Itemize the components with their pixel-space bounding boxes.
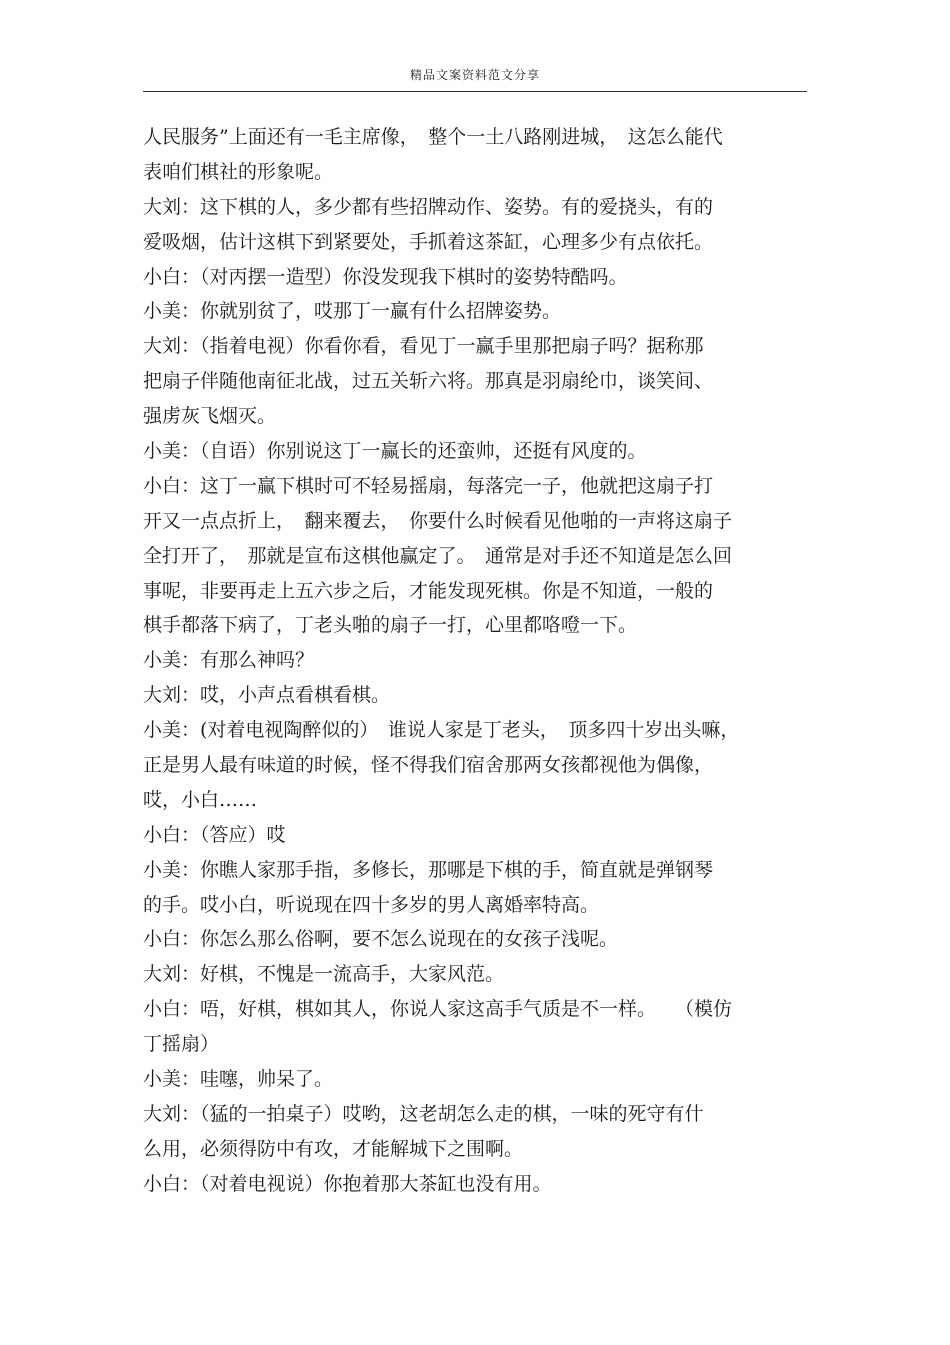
text-line: 小美：(对着电视陶醉似的） 谁说人家是丁老头， 顶多四十岁出头嘛，: [143, 719, 740, 742]
text-line: 事呢，非要再走上五六步之后，才能发现死棋。你是不知道，一般的: [143, 579, 714, 602]
text-line: 全打开了， 那就是宣布这棋他赢定了。 通常是对手还不知道是怎么回: [143, 544, 733, 567]
text-line: 小美：（自语）你别说这丁一赢长的还蛮帅，还挺有风度的。: [143, 440, 647, 463]
text-line: 棋手都落下病了，丁老头啪的扇子一打，心里都咯噔一下。: [143, 614, 638, 637]
text-line: 小美：有那么神吗？: [143, 649, 315, 672]
text-line: 正是男人最有味道的时候，怪不得我们宿舍那两女孩都视他为偶像，: [143, 754, 714, 777]
text-line: 丁摇扇）: [143, 1033, 220, 1056]
text-line: 人民服务”上面还有一毛主席像， 整个一土八路刚进城， 这怎么能代: [143, 126, 723, 148]
text-line: 小白：唔，好棋，棋如其人，你说人家这高手气质是不一样。 （模仿: [143, 998, 733, 1021]
text-line: 小白：（答应）哎: [143, 823, 286, 846]
text-line: 小美：你瞧人家那手指，多修长，那哪是下棋的手，简直就是弹钢琴: [143, 858, 714, 881]
text-line: 小白：这丁一赢下棋时可不轻易摇扇，每落完一子，他就把这扇子打: [143, 474, 714, 497]
text-line: 的手。哎小白，听说现在四十多岁的男人离婚率特高。: [143, 893, 600, 916]
page-header: 精品文案资料范文分享: [409, 68, 540, 82]
text-line: 么用，必须得防中有攻，才能解城下之围啊。: [143, 1137, 524, 1160]
text-line: 表咱们棋社的形象呢。: [143, 160, 334, 183]
text-line: 哎，小白……: [143, 788, 258, 811]
text-line: 小美：你就别贫了，哎那丁一赢有什么招牌姿势。: [143, 300, 562, 323]
body-text: [143, 120, 807, 1202]
text-line: 小美：哇噻，帅呆了。: [143, 1068, 334, 1091]
text-line: 大刘：（猛的一拍桌子）哎哟，这老胡怎么走的棋，一味的死守有什: [143, 1102, 704, 1125]
text-line: 大刘：好棋，不愧是一流高手，大家风范。: [143, 963, 505, 986]
header-rule: [143, 91, 807, 92]
text-line: 开又一点点折上， 翻来覆去， 你要什么时候看见他啪的一声将这扇子: [143, 509, 733, 532]
text-line: 大刘：这下棋的人，多少都有些招牌动作、姿势。有的爱挠头，有的: [143, 195, 714, 218]
text-line: 大刘：哎，小声点看棋看棋。: [143, 684, 391, 707]
text-line: 小白：你怎么那么俗啊，要不怎么说现在的女孩子浅呢。: [143, 928, 619, 951]
text-line: 强虏灰飞烟灭。: [143, 405, 277, 428]
text-line: 爱吸烟，估计这棋下到紧要处，手抓着这茶缸，心理多少有点依托。: [143, 230, 714, 253]
text-line: 把扇子伴随他南征北战，过五关斩六将。那真是羽扇纶巾，谈笑间、: [143, 370, 714, 393]
text-line: 小白：（对着电视说）你抱着那大茶缸也没有用。: [143, 1172, 552, 1195]
text-line: 小白：（对丙摆一造型）你没发现我下棋时的姿势特酷吗。: [143, 265, 628, 288]
text-line: 大刘：（指着电视）你看你看，看见丁一赢手里那把扇子吗？据称那: [143, 335, 704, 358]
